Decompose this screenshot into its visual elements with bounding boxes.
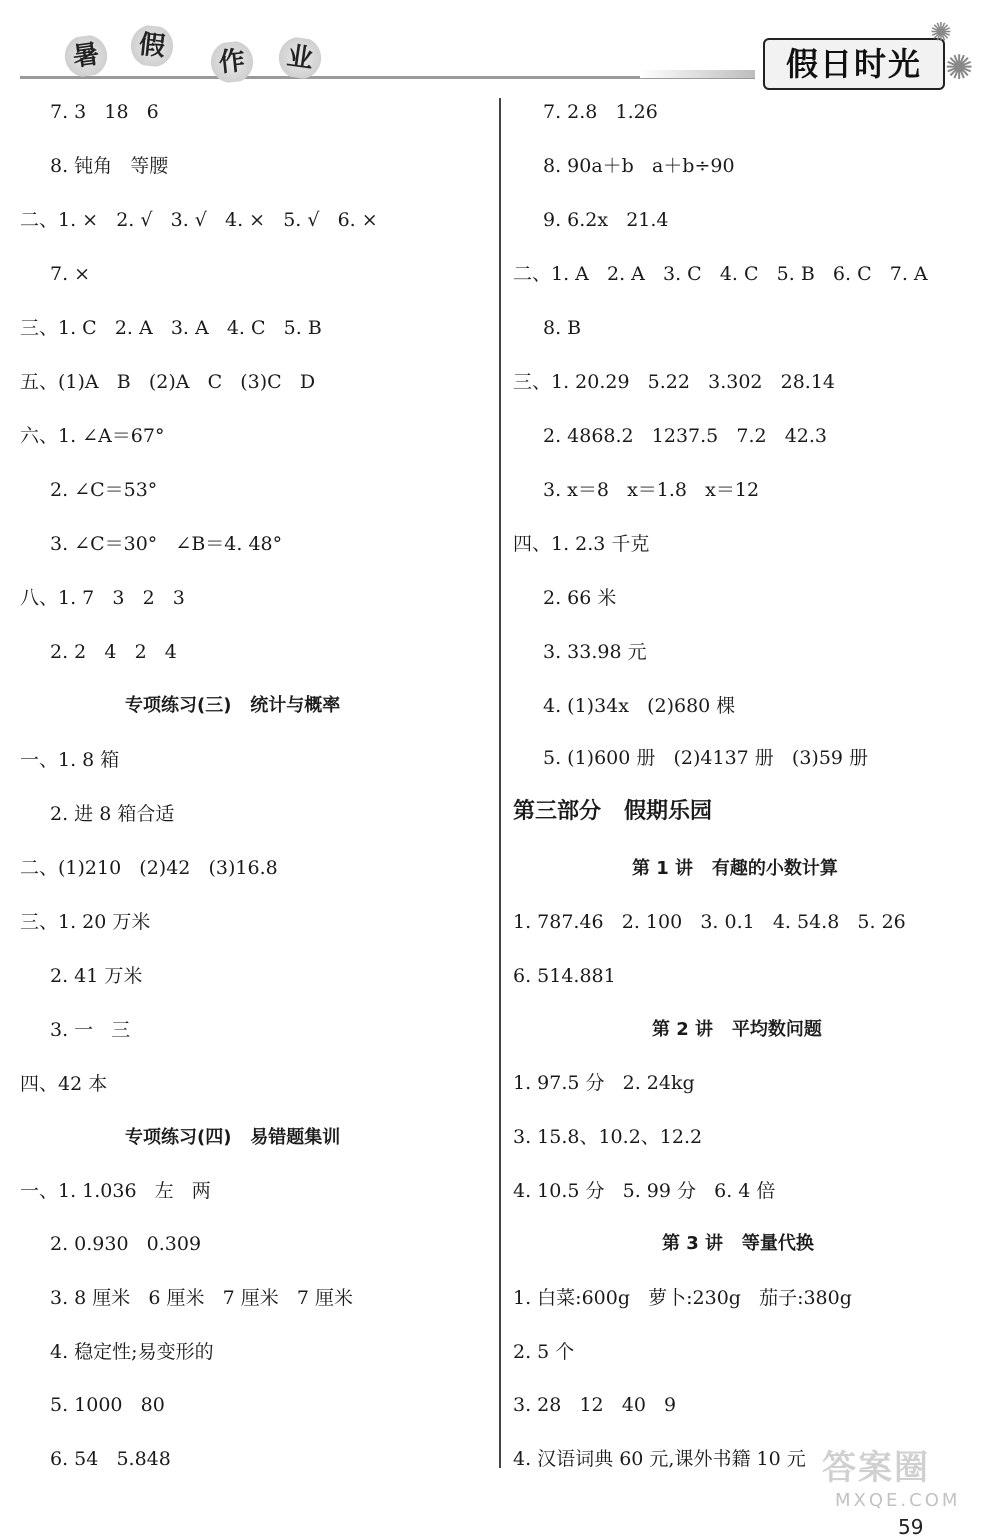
answer-line: 9. 6.2x 21.4 — [543, 209, 669, 231]
column-divider — [499, 98, 501, 1468]
answer-line: 三、1. 20 万米 — [20, 911, 151, 933]
answer-line: 3. ∠C＝30° ∠B＝4. 48° — [50, 533, 283, 555]
answer-line: 8. 钝角 等腰 — [50, 155, 169, 177]
answer-line: 2. 进 8 箱合适 — [50, 803, 175, 825]
answer-line: 3. x＝8 x＝1.8 x＝12 — [543, 479, 760, 501]
answer-line: 3. 28 12 40 9 — [513, 1394, 677, 1416]
answer-line: 7. × — [50, 263, 91, 285]
answer-line: 2. 66 米 — [543, 587, 617, 609]
answer-line: 3. 15.8、10.2、12.2 — [513, 1126, 703, 1148]
answer-line: 8. B — [543, 317, 582, 339]
answer-line: 2. ∠C＝53° — [50, 479, 158, 501]
answer-line: 一、1. 8 箱 — [20, 749, 120, 771]
gear-icon: ✺ — [930, 18, 952, 48]
answer-line: 二、1. A 2. A 3. C 4. C 5. B 6. C 7. A — [513, 263, 928, 285]
answer-line: 2. 0.930 0.309 — [50, 1233, 202, 1255]
gear-icon: ✺ — [945, 48, 974, 88]
answer-line: 4. 汉语词典 60 元,课外书籍 10 元 — [513, 1448, 806, 1470]
section-heading: 第 1 讲 有趣的小数计算 — [632, 858, 838, 879]
header-title-char-1: 暑 — [61, 33, 110, 79]
answer-line: 3. 33.98 元 — [543, 641, 647, 663]
answer-line: 2. 4868.2 1237.5 7.2 42.3 — [543, 425, 828, 447]
header-title-char-2: 假 — [128, 24, 176, 68]
section-heading: 第 3 讲 等量代换 — [662, 1233, 814, 1254]
answer-line: 3. 8 厘米 6 厘米 7 厘米 7 厘米 — [50, 1287, 354, 1309]
section-heading: 专项练习(三) 统计与概率 — [125, 695, 341, 716]
answer-line: 2. 41 万米 — [50, 965, 143, 987]
answer-line: 八、1. 7 3 2 3 — [20, 587, 185, 609]
answer-line: 四、42 本 — [20, 1073, 108, 1095]
answer-line: 六、1. ∠A＝67° — [20, 425, 165, 447]
answer-line: 二、1. × 2. √ 3. √ 4. × 5. √ 6. × — [20, 209, 378, 231]
section-heading: 专项练习(四) 易错题集训 — [125, 1127, 341, 1148]
answer-line: 一、1. 1.036 左 两 — [20, 1180, 211, 1202]
page-header — [0, 0, 1000, 95]
answer-line: 7. 2.8 1.26 — [543, 101, 658, 123]
header-rule-gradient — [640, 70, 755, 78]
answer-line: 5. (1)600 册 (2)4137 册 (3)59 册 — [543, 747, 869, 769]
answer-line: 4. (1)34x (2)680 棵 — [543, 695, 736, 717]
answer-line: 五、(1)A B (2)A C (3)C D — [20, 371, 316, 393]
answer-line: 2. 5 个 — [513, 1341, 575, 1363]
answer-line: 8. 90a＋b a＋b÷90 — [543, 155, 735, 177]
answer-line: 3. 一 三 — [50, 1019, 131, 1041]
watermark-logo: 答案圈 — [822, 1448, 930, 1488]
part-heading: 第三部分 假期乐园 — [513, 799, 712, 824]
header-title-char-4: 业 — [275, 35, 324, 81]
brand-badge: 假日时光 — [763, 38, 945, 90]
answer-line: 四、1. 2.3 千克 — [513, 533, 650, 555]
section-heading: 第 2 讲 平均数问题 — [652, 1019, 822, 1040]
answer-line: 4. 稳定性;易变形的 — [50, 1341, 214, 1363]
answer-line: 1. 97.5 分 2. 24kg — [513, 1072, 695, 1094]
answer-line: 2. 2 4 2 4 — [50, 641, 177, 663]
page-number: 59 — [898, 1515, 924, 1539]
answer-line: 1. 787.46 2. 100 3. 0.1 4. 54.8 5. 26 — [513, 911, 906, 933]
header-title-char-3: 作 — [208, 40, 256, 84]
answer-line: 三、1. 20.29 5.22 3.302 28.14 — [513, 371, 836, 393]
answer-line: 7. 3 18 6 — [50, 101, 159, 123]
answer-line: 三、1. C 2. A 3. A 4. C 5. B — [20, 317, 322, 339]
answer-line: 6. 514.881 — [513, 965, 616, 987]
answer-line: 5. 1000 80 — [50, 1394, 165, 1416]
answer-line: 1. 白菜:600g 萝卜:230g 茄子:380g — [513, 1287, 852, 1309]
answer-line: 4. 10.5 分 5. 99 分 6. 4 倍 — [513, 1180, 776, 1202]
answer-line: 6. 54 5.848 — [50, 1448, 171, 1470]
watermark-site: MXQE.COM — [835, 1490, 961, 1511]
answer-line: 二、(1)210 (2)42 (3)16.8 — [20, 857, 278, 879]
